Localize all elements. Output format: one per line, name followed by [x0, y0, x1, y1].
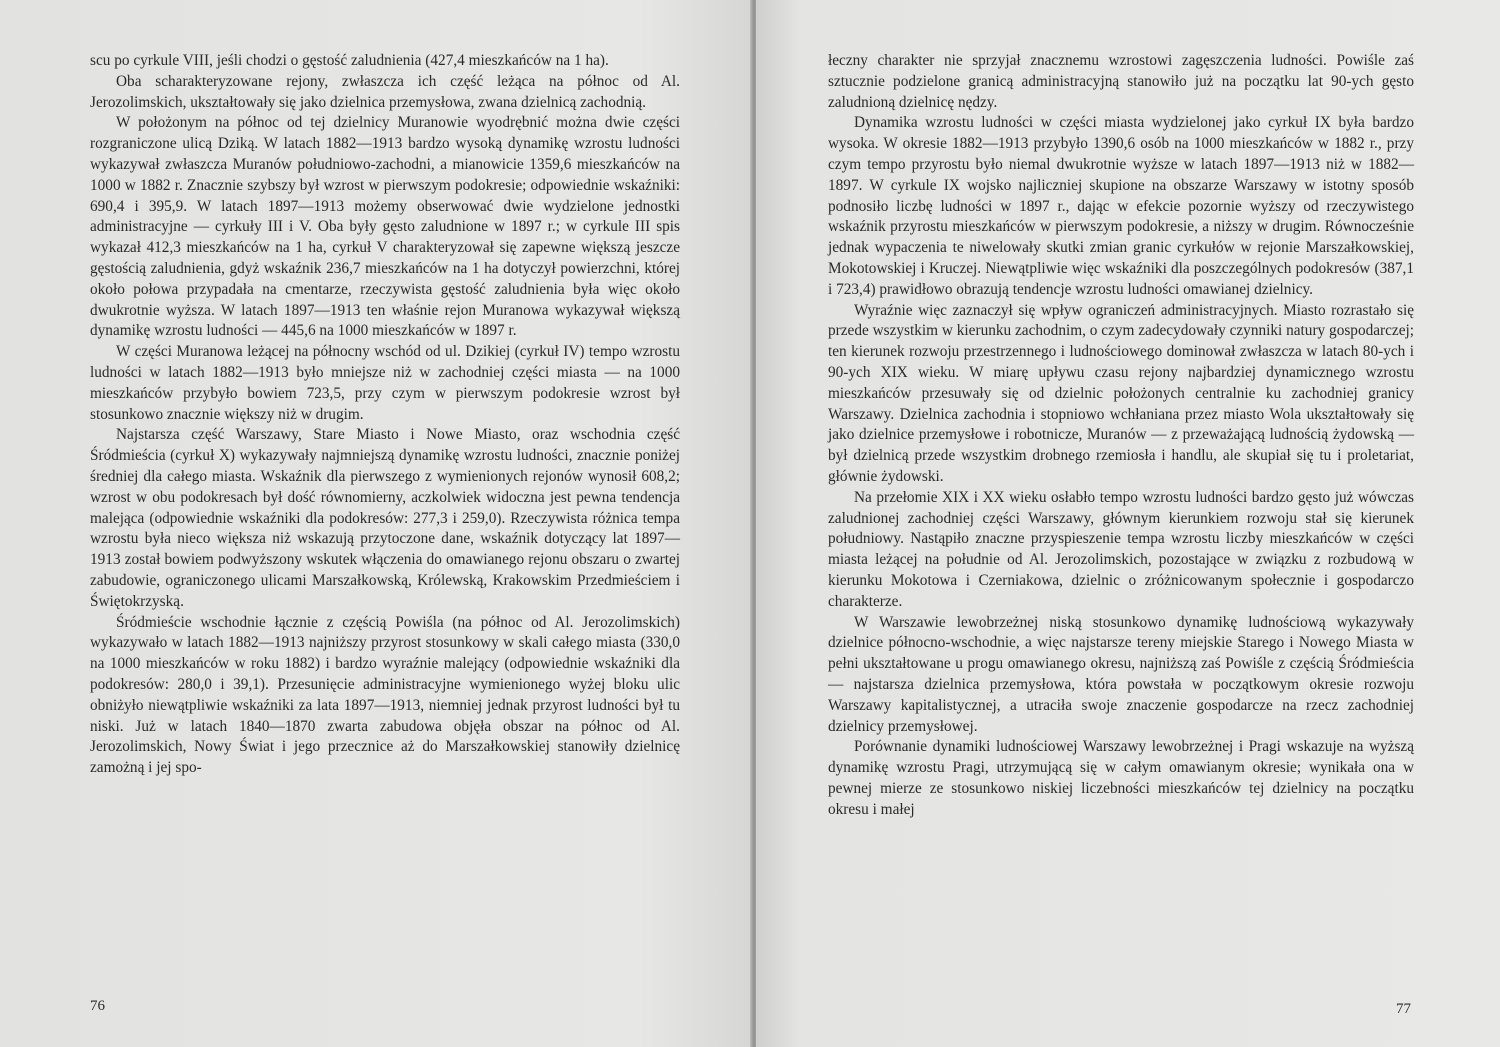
paragraph: łeczny charakter nie sprzyjał znacznemu wzrostowi zagęszczenia ludności. Powiśle zaś sztucznie podzielone granicą administracyjną stanowiło już na początku lat 90-ych gęsto zaludnioną dzielnicę nędzy. [828, 52, 1414, 111]
page-number: 76 [90, 998, 105, 1014]
paragraph: Oba scharakteryzowane rejony, zwłaszcza ich część leżąca na północ od Al. Jerozolimskich, ukształtowały się jako dzielnica przemysłowa, zwana dzielnicą zachodnią. [90, 72, 680, 111]
paragraph: Porównanie dynamiki ludnościowej Warszawy lewobrzeżnej i Pragi wskazuje na wyższą dynamikę wzrostu Pragi, utrzymującą się w całym omawianym okresie; wynikała ona w pewnej mierze ze stosunkowo niskiej liczebności mieszkańców tej dzielnicy na początku okresu i małej [828, 738, 1414, 818]
paragraph: Dynamika wzrostu ludności w części miasta wydzielonej jako cyrkuł IX była bardzo wysoka. W okresie 1882—1913 przybyło 1390,6 osób na 1000 mieszkańców w 1882 r., przy czym tempo przyrostu było niemal dwukrotnie wyższe w latach 1897—1913 niż w 1882—1897. W cyrkule IX wojsko najliczniej skupione na obszarze Warszawy w istotny sposób podnosiło liczbę ludności w 1897 r., dając w efekcie pozornie wyższy od rzeczywistego wskaźnik przyrostu mieszkańców w pierwszym podokresie, a niższy w drugim. Równocześnie jednak wypaczenia te niwelowały skutki zmian granic cyrkułów w rejonie Marszałkowskiej, Mokotowskiej i Kruczej. Niewątpliwie więc wskaźniki dla poszczególnych podokresów (387,1 i 723,4) prawidłowo obrazują tendencje wzrostu ludności omawianej dzielnicy. [828, 114, 1414, 298]
page-number: 77 [1396, 1001, 1411, 1017]
paragraph: W Warszawie lewobrzeżnej niską stosunkowo dynamikę ludnościową wykazywały dzielnice północno-wschodnie, a więc najstarsze tereny miejskie Starego i Nowego Miasta w pełni ukształtowane u progu omawianego okresu, najniższą zaś Powiśle z częścią Śródmieścia — najstarsza dzielnica przemysłowa, która powstała w początkowym okresie rozwoju Warszawy kapitalistycznej, a utraciła swoje znaczenie gospodarcze na rzecz zachodniej dzielnicy przemysłowej. [828, 613, 1414, 735]
paragraph: W części Muranowa leżącej na północny wschód od ul. Dzikiej (cyrkuł IV) tempo wzrostu ludności w latach 1882—1913 było mniejsze niż w zachodniej części miasta — na 1000 mieszkańców przybyło bowiem 723,5, przy czym w pierwszym podokresie wzrost był stosunkowo znacznie większy niż w drugim. [90, 343, 680, 423]
paragraph: scu po cyrkule VIII, jeśli chodzi o gęstość zaludnienia (427,4 mieszkańców na 1 ha). [90, 52, 609, 69]
right-page-text [828, 51, 1414, 820]
paragraph: Na przełomie XIX i XX wieku osłabło tempo wzrostu ludności bardzo gęsto już wówczas zaludnionej zachodniej części Warszawy, głównym kierunkiem rozwoju stał się kierunek południowy. Nastąpiło znaczne przyspieszenie tempa wzrostu liczby mieszkańców w części miasta leżącej na południe od Al. Jerozolimskich, pozostające w związku z rozbudową w kierunku Mokotowa i Czerniakowa, dzielnic o zróżnicowanym społecznie i gospodarczo charakterze. [828, 488, 1414, 610]
paragraph: Śródmieście wschodnie łącznie z częścią Powiśla (na północ od Al. Jerozolimskich) wykazywało w latach 1882—1913 najniższy przyrost stosunkowy w skali całego miasta (330,0 na 1000 mieszkańców w roku 1882) i bardzo wyraźnie malejący (odpowiednie wskaźniki dla podokresów: 280,0 i 39,1). Przesunięcie administracyjne wymienionego wyżej bloku ulic obniżyło niewątpliwie wskaźniki za lata 1897—1913, niemniej jednak przyrost ludności był tu niski. Już w latach 1840—1870 zwarta zabudowa objęła obszar na północ od Al. Jerozolimskich, Nowy Świat i jego przecznice aż do Marszałkowskiej stanowiły dzielnicę zamożną i jej spo- [90, 613, 680, 777]
paragraph: Wyraźnie więc zaznaczył się wpływ ograniczeń administracyjnych. Miasto rozrastało się przede wszystkim w kierunku zachodnim, o czym zadecydowały czynniki natury gospodarczej; ten kierunek rozwoju przestrzennego i ludnościowego dominował zwłaszcza w latach 80-ych i 90-ych XIX wieku. W miarę upływu czasu rejony najbardziej dynamicznego wzrostu mieszkańców przesuwały się od dzielnic położonych centralnie ku zachodniej granicy Warszawy. Dzielnica zachodnia i stopniowo wchłaniana przez miasto Wola ukształtowały się jako dzielnice przemysłowe i robotnicze, Muranów — z przeważającą ludnością żydowską — był dzielnicą przede wszystkim drobnego rzemiosła i handlu, ale skupiał się tu i proletariat, głównie żydowski. [828, 301, 1414, 485]
paragraph: Najstarsza część Warszawy, Stare Miasto i Nowe Miasto, oraz wschodnia część Śródmieścia (cyrkuł X) wykazywały najmniejszą dynamikę wzrostu ludności, znacznie poniżej średniej dla całego miasta. Wskaźnik dla pierwszego z wymienionych rejonów wynosił 608,2; wzrost w obu podokresach był dość równomierny, aczkolwiek widoczna jest pewna tendencja malejąca (odpowiednie wskaźniki dla podokresów: 277,3 i 259,0). Rzeczywista różnica tempa wzrostu była nieco większa niż wskazują przytoczone dane, wskaźnik dotyczący lat 1897—1913 został bowiem podwyższony wskutek włączenia do omawianego rejonu obszaru o zwartej zabudowie, ograniczonego ulicami Marszałkowską, Królewską, Krakowskim Przedmieściem i Świętokrzyską. [90, 426, 680, 610]
paragraph: W położonym na północ od tej dzielnicy Muranowie wyodrębnić można dwie części rozgraniczone ulicą Dziką. W latach 1882—1913 bardzo wysoką dynamikę wzrostu ludności wykazywał zwłaszcza Muranów południowo-zachodni, a mianowicie 1359,6 mieszkańców na 1000 w 1882 r. Znacznie szybszy był wzrost w pierwszym podokresie; odpowiednie wskaźniki: 690,4 i 395,9. W latach 1897—1913 możemy obserwować dwie wydzielone jednostki administracyjne — cyrkuły III i V. Oba były gęsto zaludnione w 1897 r.; w cyrkule III spis wykazał 412,3 mieszkańców na 1 ha, cyrkuł V charakteryzował się zapewne większą jeszcze gęstością zaludnienia, gdyż wskaźnik 236,7 mieszkańców na 1 ha dotyczył powierzchni, której około połowa przypadała na cmentarze, rzeczywista gęstość zaludnienia była więc około dwukrotnie wyższa. W latach 1897—1913 ten właśnie rejon Muranowa wykazywał większą dynamikę wzrostu ludności — 445,6 na 1000 mieszkańców w 1897 r. [90, 114, 680, 340]
left-page-text [90, 51, 680, 779]
right-page [756, 0, 1500, 1047]
